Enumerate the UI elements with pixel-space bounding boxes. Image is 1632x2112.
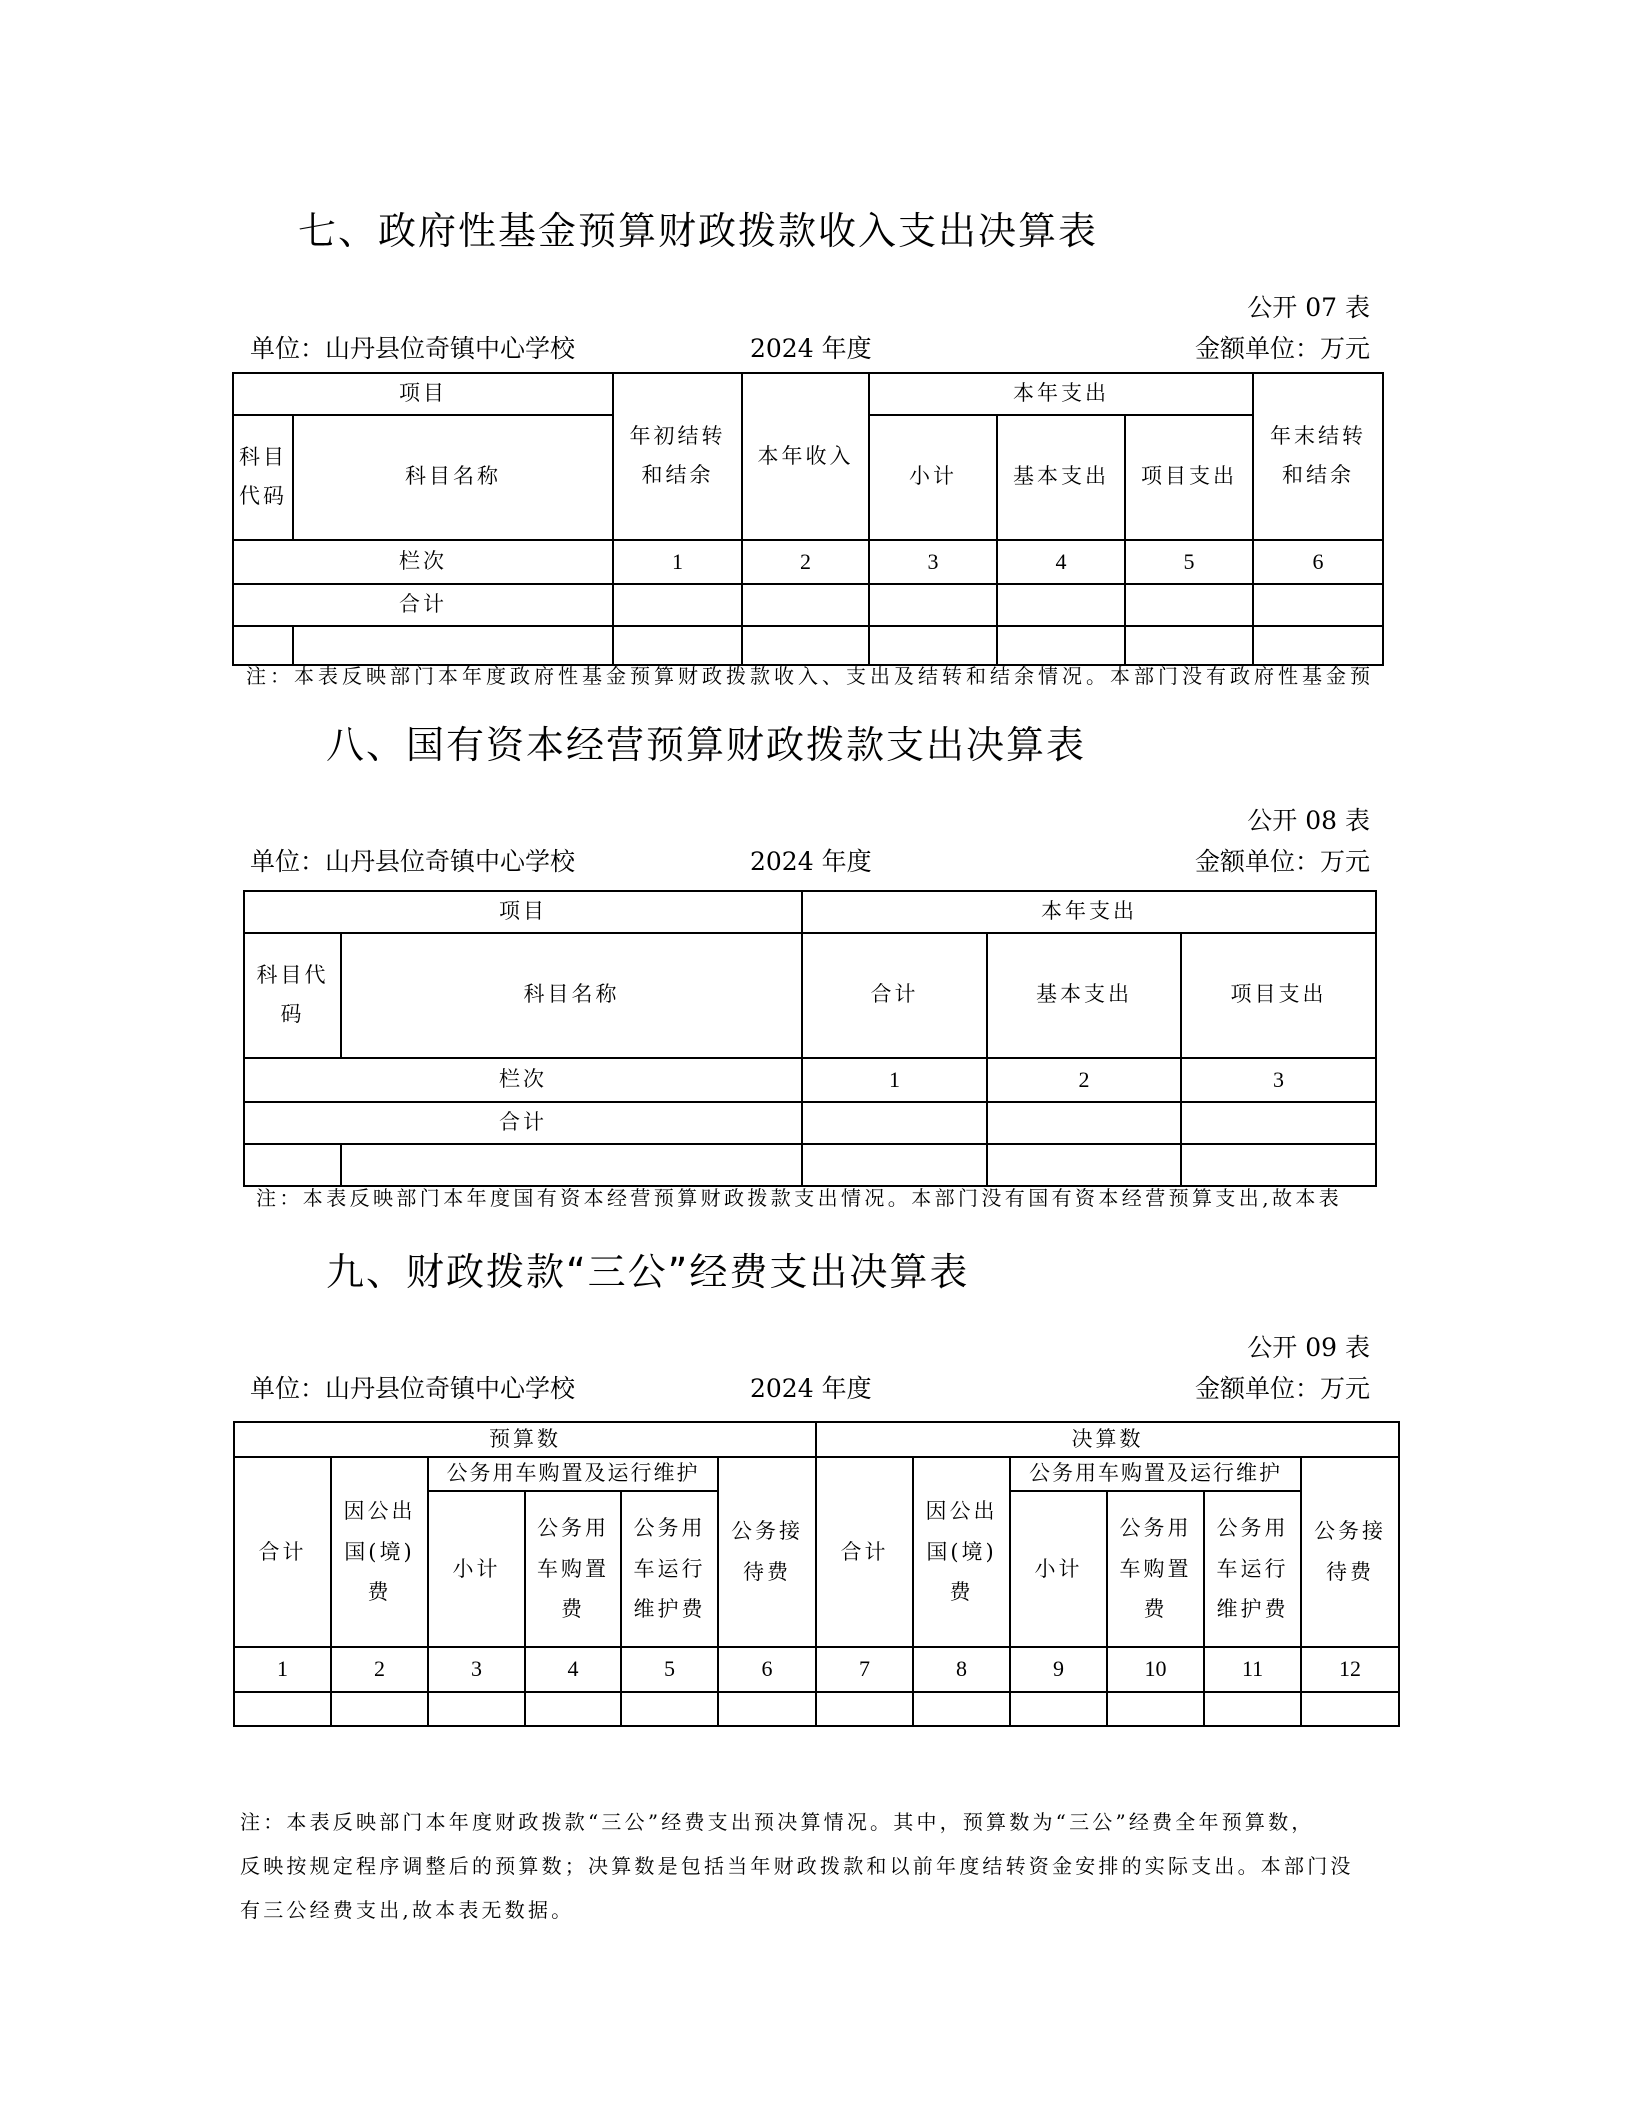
header-subject-code [244,933,341,1058]
header-car-run [1204,1491,1301,1647]
header-car-buy [525,1491,621,1647]
cell [621,1692,718,1726]
cell [525,1692,621,1726]
cell [869,584,997,626]
cell [1301,1692,1399,1726]
header-reception [718,1457,816,1647]
column-number: 2 [987,1058,1181,1102]
cell [613,626,742,665]
table08-amount-unit: 金额单位：万元 [1194,847,1370,876]
header-abroad [331,1457,428,1647]
column-number: 4 [525,1647,621,1692]
header-reception-line1: 公务接 [731,1519,804,1544]
header-car-group: 公务用车购置及运行维护 [1010,1457,1301,1491]
header-total: 合计 [816,1457,913,1647]
header-abroad-line1: 因公出 [925,1498,998,1523]
column-number: 8 [913,1647,1010,1692]
header-car-run-line2: 车运行 [633,1556,706,1581]
table09-note-line3: 有三公经费支出,故本表无数据。 [240,1898,575,1922]
group-budget: 预算数 [234,1422,816,1457]
header-car-buy-line2: 车购置 [537,1556,609,1581]
header-project-expense: 项目支出 [1181,933,1376,1058]
total-row [233,584,1383,626]
table09-year: 2024 年度 [750,1374,872,1403]
header-end-balance [1253,373,1383,540]
cell [331,1692,428,1726]
header-subject-code-line2: 代码 [239,484,287,509]
header-expense: 本年支出 [802,891,1376,933]
column-number-row [233,540,1383,584]
header-subject-name: 科目名称 [341,933,802,1058]
header-project: 项目 [233,373,613,415]
header-subject-code-line2: 码 [280,1002,305,1027]
header-subtotal: 小计 [869,415,997,540]
header-subtotal: 小计 [428,1491,525,1647]
table09-code: 公开 09 表 [1247,1333,1370,1362]
header-total: 合计 [234,1457,331,1647]
header-project-expense: 项目支出 [1125,415,1253,540]
column-number: 7 [816,1647,913,1692]
header-abroad-line2: 国(境) [344,1539,415,1564]
cell [816,1692,913,1726]
header-begin-balance-line1: 年初结转 [629,423,726,448]
header-begin-balance-line2: 和结余 [641,463,714,488]
table07-code: 公开 07 表 [1247,293,1370,322]
table09 [233,1421,1400,1727]
cell [913,1692,1010,1726]
cell [1010,1692,1107,1726]
header-subject-name: 科目名称 [293,415,613,540]
column-number: 11 [1204,1647,1301,1692]
column-number: 3 [428,1647,525,1692]
cell [1125,626,1253,665]
header-abroad-line2: 国(境) [926,1539,997,1564]
column-number: 6 [718,1647,816,1692]
table08-title: 八、国有资本经营预算财政拨款支出决算表 [326,723,1087,767]
header-car-run [621,1491,718,1647]
table09-title: 九、财政拨款“三公”经费支出决算表 [326,1250,970,1294]
cell [997,626,1125,665]
cell [1181,1144,1376,1186]
header-subject-code-line1: 科目 [239,444,287,469]
table09-note-line2: 反映按规定程序调整后的预算数；决算数是包括当年财政拨款和以前年度结转资金安排的实际支出。本部门没 [240,1854,1354,1878]
header-begin-balance [613,373,742,540]
column-number: 1 [234,1647,331,1692]
cell [233,626,293,665]
column-number: 6 [1253,540,1383,584]
table-row [234,1692,1399,1726]
header-abroad-line3: 费 [367,1580,392,1605]
cell [341,1144,802,1186]
cell [1204,1692,1301,1726]
header-subject-code-line1: 科目代 [256,962,329,987]
header-abroad-line1: 因公出 [343,1498,416,1523]
cell [1107,1692,1204,1726]
cell [244,1144,341,1186]
cell [1253,584,1383,626]
header-subject-code [233,415,293,540]
header-project: 项目 [244,891,802,933]
header-end-balance-line2: 和结余 [1282,463,1355,488]
column-number: 10 [1107,1647,1204,1692]
column-number: 5 [621,1647,718,1692]
header-car-buy-line1: 公务用 [537,1515,609,1540]
cell [742,584,869,626]
column-number: 2 [331,1647,428,1692]
group-final: 决算数 [816,1422,1399,1457]
header-total: 合计 [802,933,987,1058]
header-car-run-line2: 车运行 [1216,1556,1289,1581]
header-subtotal: 小计 [1010,1491,1107,1647]
header-car-run-line1: 公务用 [1216,1515,1289,1540]
header-car-run-line3: 维护费 [1216,1597,1289,1622]
table07 [232,372,1384,666]
header-car-buy-line3: 费 [1143,1597,1168,1622]
table09-note-line1: 注：本表反映部门本年度财政拨款“三公”经费支出预决算情况。其中，预算数为“三公”经费全年预算数， [240,1810,1315,1834]
table07-amount-unit: 金额单位：万元 [1194,334,1370,363]
cell [1125,584,1253,626]
column-number-row [234,1647,1399,1692]
header-basic: 基本支出 [997,415,1125,540]
table-row [244,1144,1376,1186]
cell [869,626,997,665]
header-reception [1301,1457,1399,1647]
header-car-group: 公务用车购置及运行维护 [428,1457,718,1491]
table07-note: 注：本表反映部门本年度政府性基金预算财政拨款收入、支出及结转和结余情况。本部门没有政府性基金预 [246,664,1374,688]
column-number: 5 [1125,540,1253,584]
cell [987,1144,1181,1186]
table07-title: 七、政府性基金预算财政拨款收入支出决算表 [298,209,1099,253]
column-number-row [244,1058,1376,1102]
header-car-buy-line1: 公务用 [1119,1515,1192,1540]
table08 [243,890,1377,1187]
table-row [233,626,1383,665]
cell [987,1102,1181,1144]
column-row-label: 栏次 [233,540,613,584]
cell [997,584,1125,626]
table09-amount-unit: 金额单位：万元 [1194,1374,1370,1403]
column-number: 2 [742,540,869,584]
header-reception-line2: 待费 [1326,1560,1375,1584]
column-number: 3 [1181,1058,1376,1102]
cell [293,626,613,665]
total-label: 合计 [244,1102,802,1144]
column-number: 12 [1301,1647,1399,1692]
column-number: 1 [613,540,742,584]
header-reception-line1: 公务接 [1314,1519,1387,1544]
total-label: 合计 [233,584,613,626]
cell [428,1692,525,1726]
cell [234,1692,331,1726]
cell [1181,1102,1376,1144]
total-row [244,1102,1376,1144]
cell [802,1102,987,1144]
table08-unit: 单位：山丹县位奇镇中心学校 [250,847,576,876]
cell [718,1692,816,1726]
header-car-buy-line3: 费 [561,1597,585,1622]
header-car-buy-line2: 车购置 [1119,1556,1192,1581]
table09-unit: 单位：山丹县位奇镇中心学校 [250,1374,576,1403]
column-number: 9 [1010,1647,1107,1692]
header-basic: 基本支出 [987,933,1181,1058]
header-reception-line2: 待费 [743,1560,792,1584]
column-row-label: 栏次 [244,1058,802,1102]
header-end-balance-line1: 年末结转 [1270,423,1367,448]
table07-unit: 单位：山丹县位奇镇中心学校 [250,334,576,363]
table07-year: 2024 年度 [750,334,872,363]
header-abroad [913,1457,1010,1647]
table08-note: 注：本表反映部门本年度国有资本经营预算财政拨款支出情况。本部门没有国有资本经营预算支出,故本表 [256,1186,1343,1210]
cell [742,626,869,665]
column-number: 4 [997,540,1125,584]
cell [802,1144,987,1186]
cell [613,584,742,626]
column-number: 1 [802,1058,987,1102]
header-car-run-line1: 公务用 [633,1515,706,1540]
cell [1253,626,1383,665]
column-number: 3 [869,540,997,584]
header-car-run-line3: 维护费 [633,1597,706,1622]
table08-code: 公开 08 表 [1247,806,1370,835]
header-abroad-line3: 费 [949,1580,974,1605]
header-expense: 本年支出 [869,373,1253,415]
table08-year: 2024 年度 [750,847,872,876]
header-income: 本年收入 [742,373,869,540]
header-car-buy [1107,1491,1204,1647]
